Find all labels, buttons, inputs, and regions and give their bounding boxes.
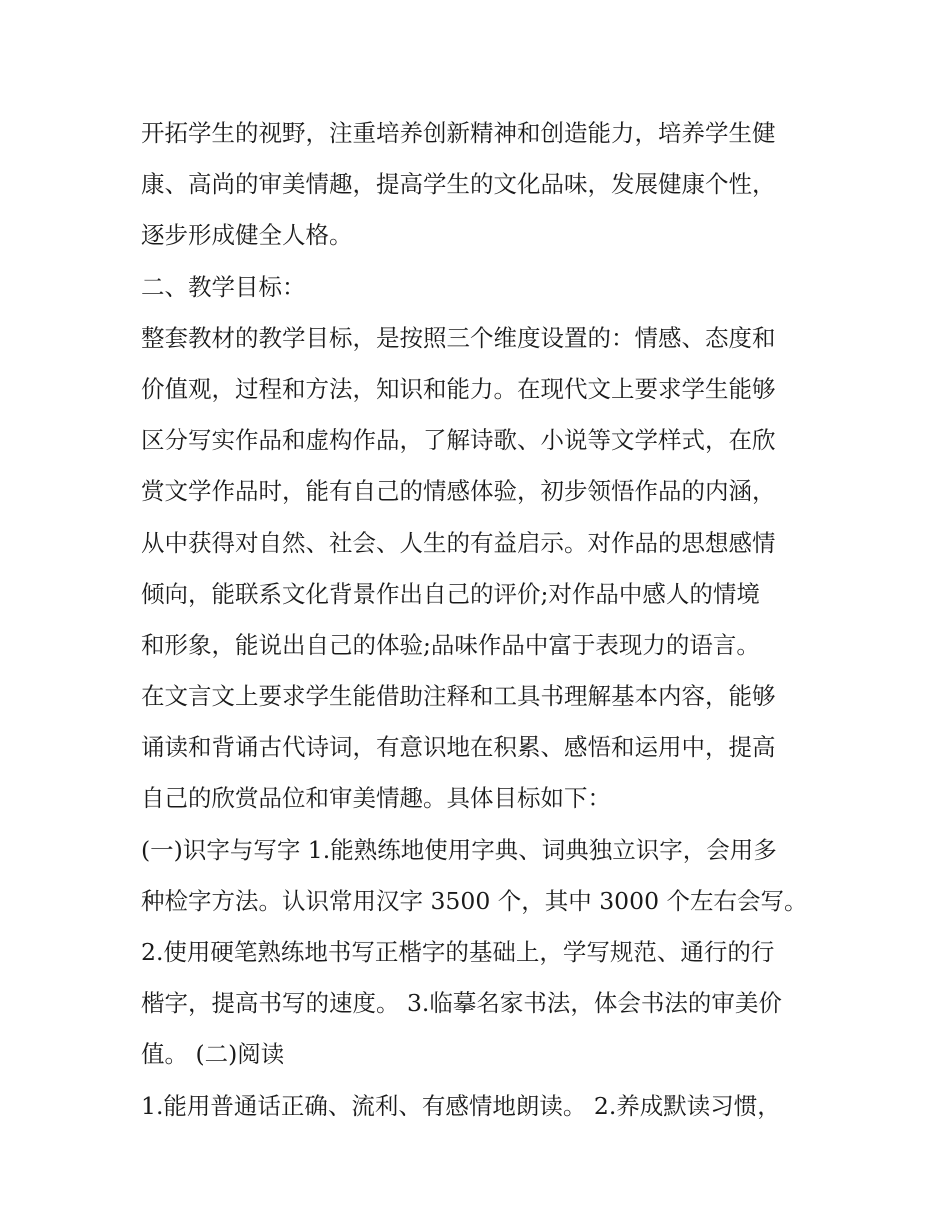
text-line: 从中获得对自然、社会、人生的有益启示。对作品的思想感情 <box>141 528 776 557</box>
text-line: 自己的欣赏品位和审美情趣。具体目标如下： <box>141 784 611 813</box>
text-line: 在文言文上要求学生能借助注释和工具书理解基本内容，能够 <box>141 682 776 711</box>
body-text <box>141 108 821 1132</box>
text-line: 赏文学作品时，能有自己的情感体验，初步领悟作品的内涵， <box>141 477 776 506</box>
text-line: 倾向，能联系文化背景作出自己的评价;对作品中感人的情境 <box>141 579 760 608</box>
text-line: 开拓学生的视野，注重培养创新精神和创造能力，培养学生健 <box>141 119 776 147</box>
text-line: 种检字方法。认识常用汉字 3500 个，其中 3000 个左右会写。 <box>141 886 808 915</box>
text-line: 康、高尚的审美情趣，提高学生的文化品味，发展健康个性， <box>141 170 776 199</box>
text-line: 值。 (二)阅读 <box>141 1040 285 1069</box>
text-line: 区分写实作品和虚构作品，了解诗歌、小说等文学样式，在欣 <box>141 426 776 455</box>
text-line: 诵读和背诵古代诗词，有意识地在积累、感悟和运用中，提高 <box>141 733 776 762</box>
text-line: 和形象，能说出自己的体验;品味作品中富于表现力的语言。 <box>141 630 760 659</box>
text-line: 逐步形成健全人格。 <box>141 221 353 250</box>
text-line: 2.使用硬笔熟练地书写正楷字的基础上，学写规范、通行的行 <box>141 938 775 966</box>
text-line: (一)识字与写字 1.能熟练地使用字典、词典独立识字，会用多 <box>141 835 777 864</box>
text-line: 整套教材的教学目标，是按照三个维度设置的：情感、态度和 <box>141 323 776 352</box>
text-line: 价值观，过程和方法，知识和能力。在现代文上要求学生能够 <box>141 374 776 403</box>
text-line: 1.能用普通话正确、流利、有感情地朗读。 2.养成默读习惯， <box>141 1091 781 1120</box>
text-line: 楷字，提高书写的速度。 3.临摹名家书法，体会书法的审美价 <box>141 989 782 1018</box>
section-heading: 二、教学目标： <box>141 272 306 301</box>
